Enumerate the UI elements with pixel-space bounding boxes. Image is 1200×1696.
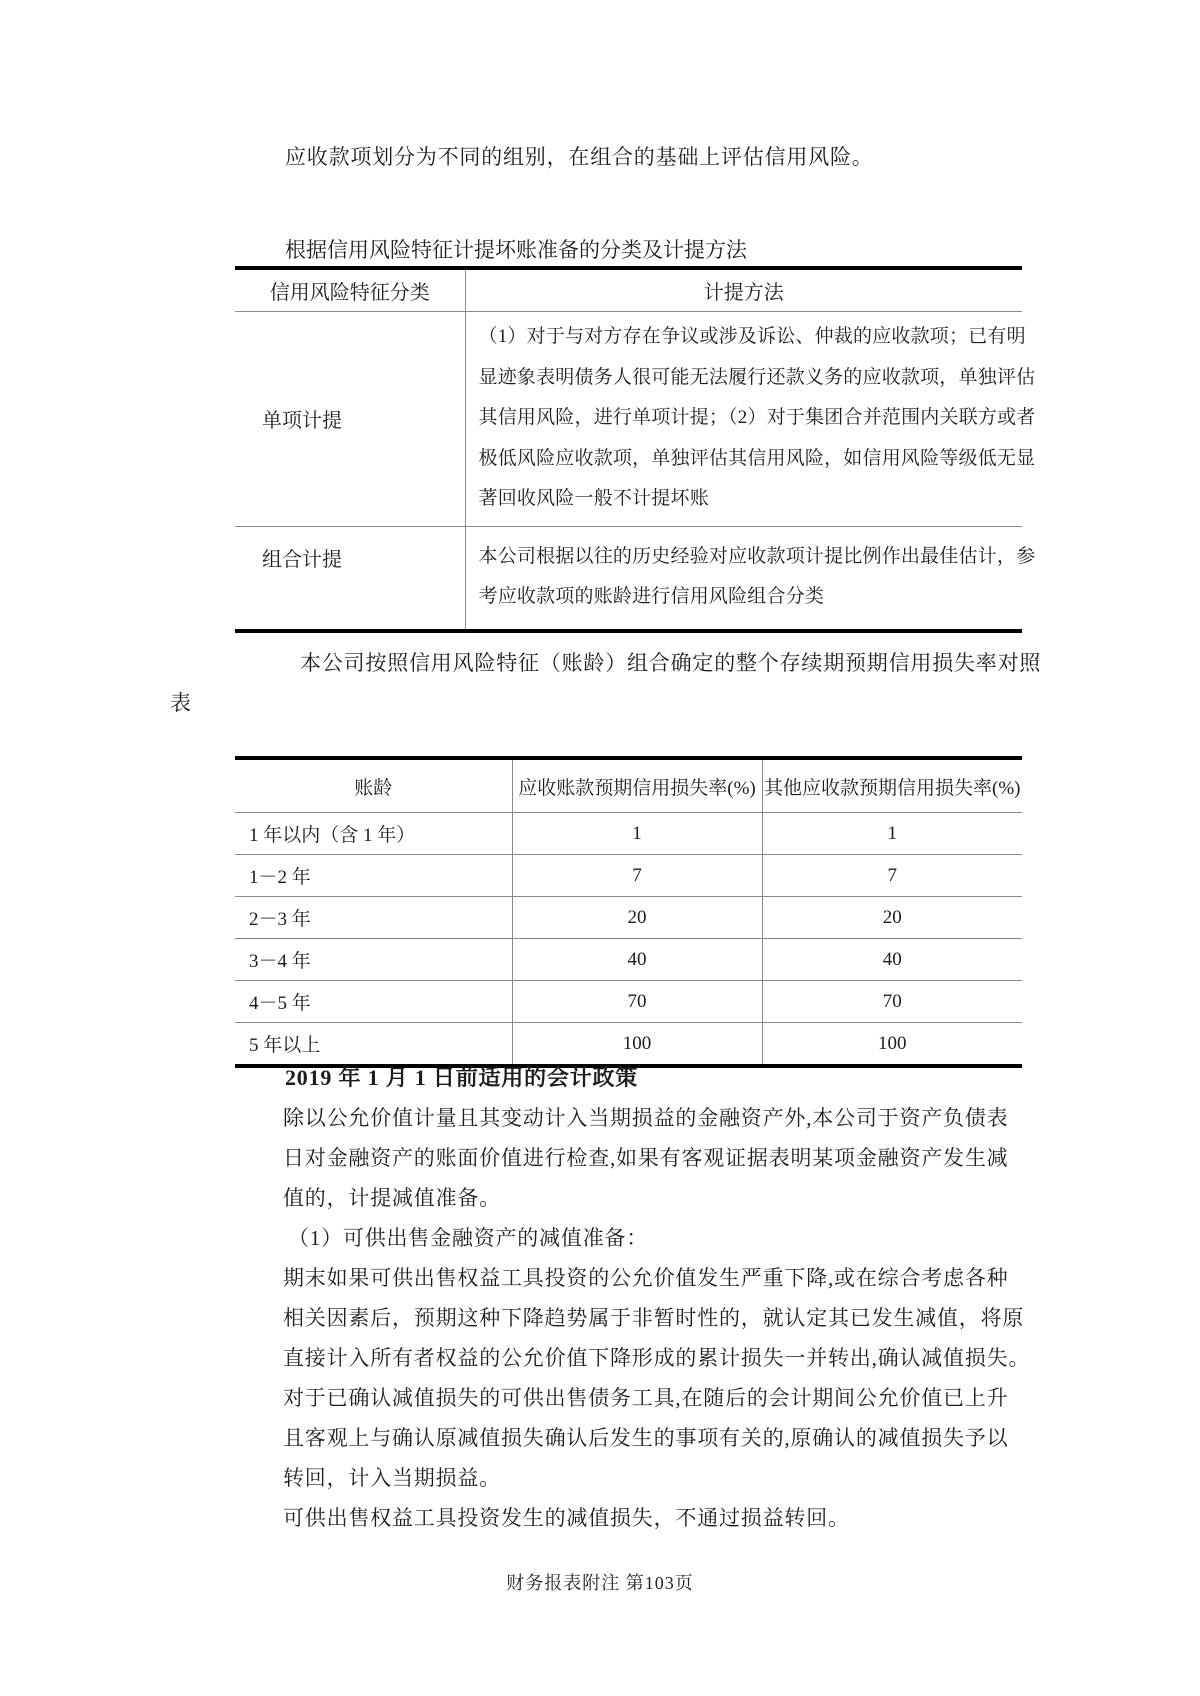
other-ecl-value: 40: [762, 939, 1022, 981]
table2-header-row: [235, 758, 1022, 813]
method-line: 考应收款项的账龄进行信用风险组合分类: [478, 586, 825, 607]
table-row: [235, 939, 1022, 981]
paragraph-line: 对于已确认减值损失的可供出售债务工具,在随后的会计期间公允价值已上升: [283, 1386, 1009, 1410]
method-line: 极低风险应收款项，单独评估其信用风险，如信用风险等级低无显: [478, 447, 1036, 469]
paragraph-line: 转回，计入当期损益。: [283, 1466, 501, 1490]
paragraph-line: 且客观上与确认原减值损失确认后发生的事项有关的,原确认的减值损失予以: [283, 1426, 1009, 1450]
ar-ecl-value: 7: [512, 855, 762, 897]
ar-ecl-value: 100: [512, 1023, 762, 1067]
method-line: 著回收风险一般不计提坏账: [478, 488, 709, 509]
table-row: [235, 981, 1022, 1023]
aging-label: 2－3 年: [235, 897, 512, 939]
ecl-intro-line2: 表: [170, 691, 192, 715]
table1-header-method: 计提方法: [465, 268, 1022, 312]
table1-header-classification: 信用风险特征分类: [235, 268, 465, 312]
aging-label: 1 年以内（含 1 年）: [235, 813, 512, 855]
other-ecl-value: 100: [762, 1023, 1022, 1067]
other-ecl-value: 20: [762, 897, 1022, 939]
aging-label: 1－2 年: [235, 855, 512, 897]
intro-paragraph: 应收款项划分为不同的组别，在组合的基础上评估信用风险。: [285, 145, 874, 169]
ar-ecl-value: 40: [512, 939, 762, 981]
ecl-intro-line1: 本公司按照信用风险特征（账龄）组合确定的整个存续期预期信用损失率对照: [300, 651, 1042, 675]
ar-ecl-value: 20: [512, 897, 762, 939]
credit-risk-classification-table: [235, 266, 1036, 633]
table-row: [235, 855, 1022, 897]
policy-heading: 2019 年 1 月 1 日前适用的会计政策: [285, 1065, 639, 1090]
table-row: [235, 813, 1022, 855]
method-line: 显迹象表明债务人很可能无法履行还款义务的应收款项，单独评估: [478, 366, 1036, 388]
method-line: （1）对于与对方存在争议或涉及诉讼、仲裁的应收款项；已有明: [478, 326, 1026, 347]
table1-header-row: [235, 268, 1022, 312]
table1-title: 根据信用风险特征计提坏账准备的分类及计提方法: [285, 238, 747, 262]
ar-ecl-value: 1: [512, 813, 762, 855]
paragraph-line: 相关因素后，预期这种下降趋势属于非暂时性的，就认定其已发生减值，将原: [283, 1306, 1025, 1330]
footer-page-number: 财务报表附注 第103页: [506, 1573, 694, 1593]
method-line: 其信用风险，进行单项计提；（2）对于集团合并范围内关联方或者: [478, 407, 1036, 428]
afs-impairment-subheading: （1）可供出售金融资产的减值准备：: [288, 1226, 649, 1250]
aging-label: 5 年以上: [235, 1023, 512, 1067]
paragraph-line: 日对金融资产的账面价值进行检查,如果有客观证据表明某项金融资产发生减: [283, 1146, 1009, 1170]
table1-row-portfolio: [235, 526, 1022, 631]
table2-header-other-ecl: 其他应收款预期信用损失率(%): [762, 758, 1022, 813]
policy-paragraph-3: 可供出售权益工具投资发生的减值损失，不通过损益转回。: [283, 1506, 850, 1530]
paragraph-line: 期末如果可供出售权益工具投资的公允价值发生严重下降,或在综合考虑各种: [283, 1266, 1009, 1290]
ar-ecl-value: 70: [512, 981, 762, 1023]
table2-header-ar-ecl: 应收账款预期信用损失率(%): [512, 758, 762, 813]
table2-header-aging: 账龄: [235, 758, 512, 813]
paragraph-line: 值的，计提减值准备。: [283, 1186, 501, 1210]
policy-paragraph-1: [283, 1098, 1008, 1218]
row-label-portfolio-provision: 组合计提: [235, 526, 465, 631]
policy-paragraph-2: [283, 1258, 1030, 1498]
table1-row-individual: [235, 312, 1022, 527]
method-line: 本公司根据以往的历史经验对应收款项计提比例作出最佳估计，参: [478, 545, 1036, 567]
individual-provision-method: [465, 312, 1036, 527]
aging-label: 3－4 年: [235, 939, 512, 981]
portfolio-provision-method: [465, 526, 1036, 631]
other-ecl-value: 7: [762, 855, 1022, 897]
other-ecl-value: 70: [762, 981, 1022, 1023]
paragraph-line: 除以公允价值计量且其变动计入当期损益的金融资产外,本公司于资产负债表: [283, 1106, 1009, 1130]
aging-label: 4－5 年: [235, 981, 512, 1023]
paragraph-line: 直接计入所有者权益的公允价值下降形成的累计损失一并转出,确认减值损失。: [283, 1346, 1031, 1370]
other-ecl-value: 1: [762, 813, 1022, 855]
table-row: [235, 897, 1022, 939]
row-label-individual-provision: 单项计提: [235, 312, 465, 527]
aging-ecl-table: [235, 756, 1022, 1068]
